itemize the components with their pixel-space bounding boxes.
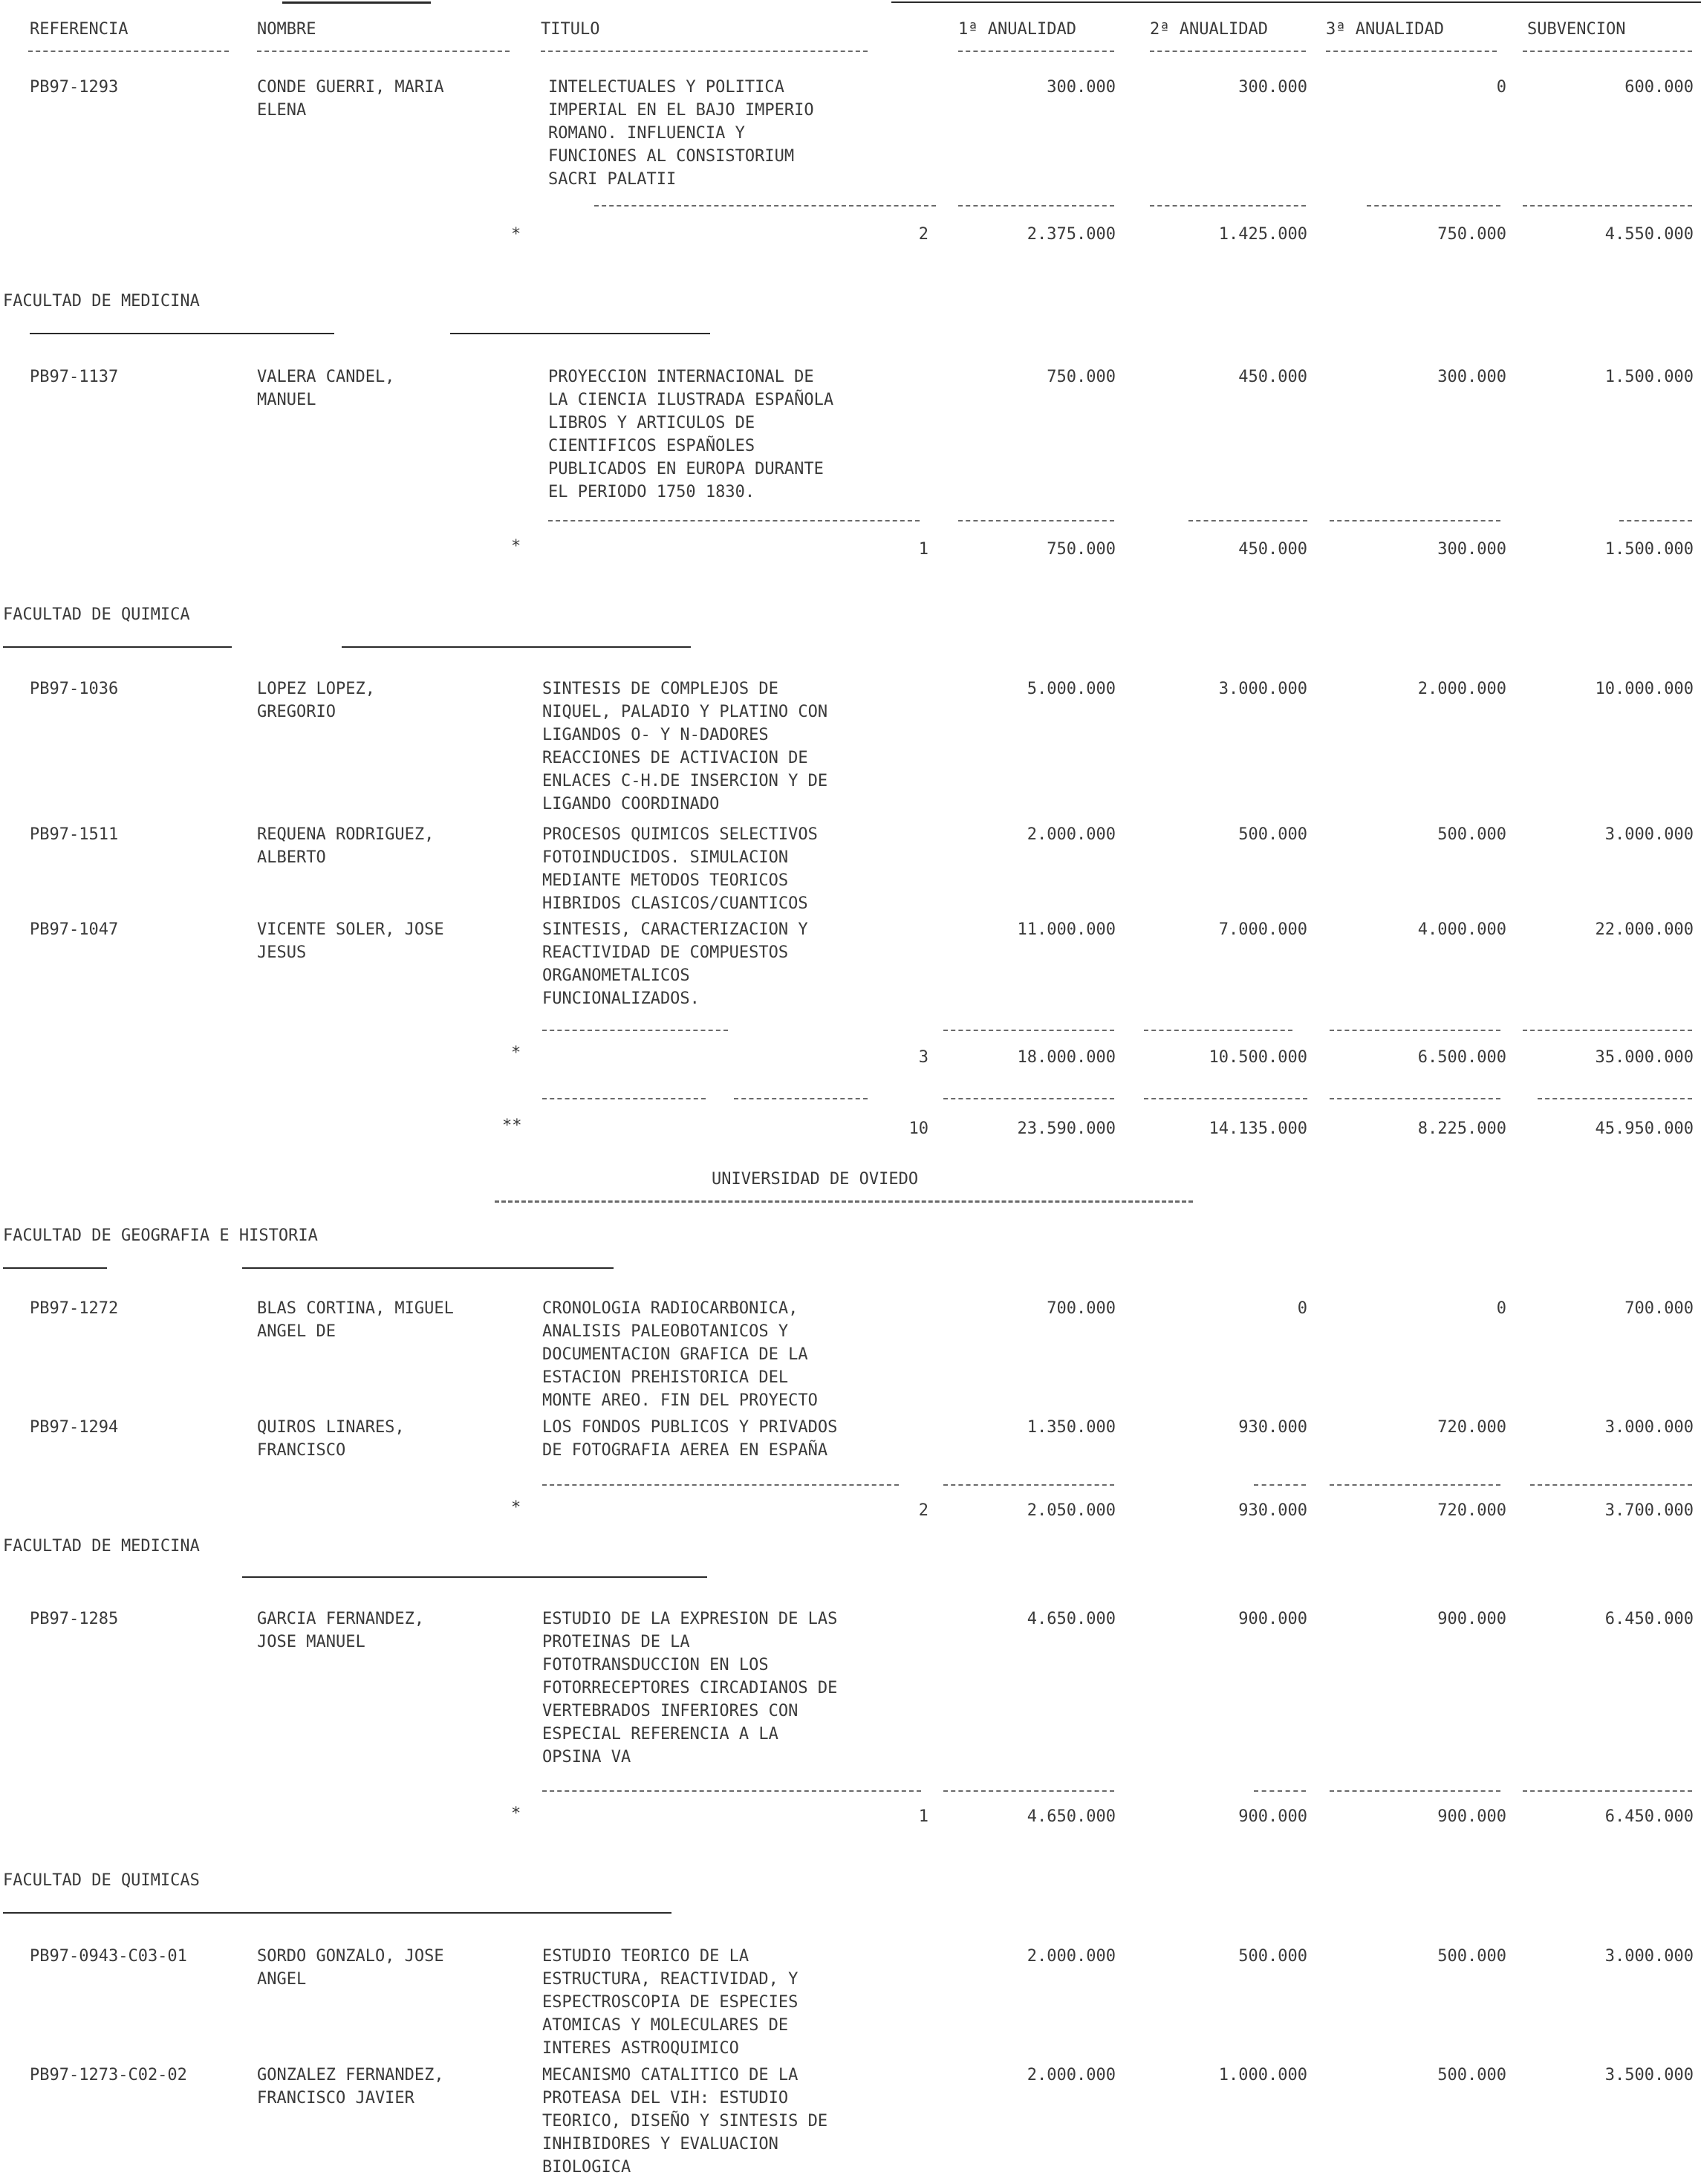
- subtotal-anualidad-1: 750.000: [1047, 540, 1116, 559]
- row-reference: PB97-1285: [30, 1610, 119, 1628]
- subtotal-line: [1367, 205, 1500, 207]
- row-researcher: CONDE GUERRI, MARIA ELENA: [257, 78, 444, 120]
- row-anualidad-2: 900.000: [1238, 1610, 1307, 1628]
- subtotal-line: [1330, 1030, 1500, 1031]
- total-line: [1330, 1098, 1500, 1099]
- row-anualidad-1: 700.000: [1047, 1299, 1116, 1318]
- subtotal-line: [958, 520, 1114, 521]
- header-referencia: REFERENCIA: [30, 20, 129, 39]
- subtotal-line: [1530, 1484, 1692, 1486]
- section-heading: FACULTAD DE QUIMICAS: [3, 1871, 200, 1890]
- subtotal-anualidad-3: 300.000: [1437, 540, 1506, 559]
- row-anualidad-1: 5.000.000: [1027, 680, 1116, 698]
- row-reference: PB97-1047: [30, 920, 119, 939]
- row-anualidad-2: 1.000.000: [1218, 2066, 1307, 2084]
- header-anualidad-3: 3ª ANUALIDAD: [1326, 20, 1444, 39]
- section-underline: [242, 1267, 614, 1269]
- row-title: INTELECTUALES Y POLITICA IMPERIAL EN EL BAJO IMPERIO ROMANO. INFLUENCIA Y FUNCIONES AL CONSISTORIUM SACRI PALATII: [548, 78, 814, 189]
- section-underline: [3, 646, 232, 648]
- subtotal-anualidad-2: 900.000: [1238, 1807, 1307, 1826]
- subtotal-anualidad-2: 1.425.000: [1218, 225, 1307, 244]
- row-subvencion: 3.000.000: [1604, 1947, 1694, 1966]
- header-nombre: NOMBRE: [257, 20, 316, 39]
- row-reference: PB97-1293: [30, 78, 119, 97]
- row-title: SINTESIS, CARACTERIZACION Y REACTIVIDAD DE COMPUESTOS ORGANOMETALICOS FUNCIONALIZADOS.: [542, 920, 808, 1008]
- row-anualidad-2: 0: [1297, 1299, 1307, 1318]
- subtotal-count: 3: [918, 1048, 928, 1067]
- total-anualidad-1: 23.590.000: [1017, 1119, 1116, 1138]
- header-anualidad-1: 1ª ANUALIDAD: [958, 20, 1076, 39]
- row-title: MECANISMO CATALITICO DE LA PROTEASA DEL VIH: ESTUDIO TEORICO, DISEÑO Y SINTESIS DE INHIBIDORES Y EVALUACION BIOLOGICA: [542, 2066, 828, 2177]
- subtotal-line: [1330, 1484, 1500, 1486]
- row-subvencion: 3.000.000: [1604, 825, 1694, 844]
- subtotal-line: [542, 1484, 899, 1486]
- row-anualidad-3: 500.000: [1437, 825, 1506, 844]
- section-heading: FACULTAD DE GEOGRAFIA E HISTORIA: [3, 1226, 318, 1245]
- subtotal-anualidad-3: 720.000: [1437, 1501, 1506, 1520]
- subtotal-line: [1523, 1790, 1692, 1792]
- university-heading: UNIVERSIDAD DE OVIEDO: [712, 1170, 919, 1189]
- total-line: [1144, 1098, 1307, 1099]
- row-researcher: QUIROS LINARES, FRANCISCO: [257, 1418, 405, 1460]
- row-anualidad-3: 0: [1496, 1299, 1506, 1318]
- row-anualidad-2: 930.000: [1238, 1418, 1307, 1437]
- subtotal-anualidad-3: 6.500.000: [1417, 1048, 1506, 1067]
- top-rule: [282, 1, 431, 4]
- row-subvencion: 6.450.000: [1604, 1610, 1694, 1628]
- header-underline: [1326, 51, 1497, 52]
- row-reference: PB97-1273-C02-02: [30, 2066, 187, 2084]
- subtotal-mark: *: [511, 1498, 521, 1517]
- total-mark: **: [502, 1117, 522, 1135]
- section-underline: [342, 646, 691, 648]
- row-anualidad-1: 750.000: [1047, 368, 1116, 386]
- subtotal-anualidad-1: 4.650.000: [1027, 1807, 1116, 1826]
- row-anualidad-3: 500.000: [1437, 1947, 1506, 1966]
- subtotal-count: 2: [918, 225, 928, 244]
- row-researcher: VALERA CANDEL, MANUEL: [257, 368, 395, 409]
- row-reference: PB97-1137: [30, 368, 119, 386]
- row-anualidad-1: 300.000: [1047, 78, 1116, 97]
- subtotal-count: 2: [918, 1501, 928, 1520]
- row-title: SINTESIS DE COMPLEJOS DE NIQUEL, PALADIO Y PLATINO CON LIGANDOS O- Y N-DADORES REACCIONES DE ACTIVACION DE ENLACES C-H.DE INSERCION Y DE LIGANDO COORDINADO: [542, 680, 828, 813]
- row-title: PROCESOS QUIMICOS SELECTIVOS FOTOINDUCIDOS. SIMULACION MEDIANTE METODOS TEORICOS HIBRIDOS CLASICOS/CUANTICOS: [542, 825, 818, 913]
- row-anualidad-3: 720.000: [1437, 1418, 1506, 1437]
- row-anualidad-3: 900.000: [1437, 1610, 1506, 1628]
- subtotal-line: [1188, 520, 1307, 521]
- subtotal-line: [1144, 1030, 1292, 1031]
- row-reference: PB97-1511: [30, 825, 119, 844]
- row-subvencion: 3.000.000: [1604, 1418, 1694, 1437]
- subtotal-line: [1523, 1030, 1692, 1031]
- row-subvencion: 600.000: [1624, 78, 1694, 97]
- row-anualidad-3: 4.000.000: [1417, 920, 1506, 939]
- header-underline: [1150, 51, 1306, 52]
- total-subvencion: 45.950.000: [1595, 1119, 1694, 1138]
- row-title: CRONOLOGIA RADIOCARBONICA, ANALISIS PALEOBOTANICOS Y DOCUMENTACION GRAFICA DE LA ESTACION PREHISTORICA DEL MONTE AREO. FIN DEL PROYECTO: [542, 1299, 818, 1410]
- row-reference: PB97-0943-C03-01: [30, 1947, 187, 1966]
- row-anualidad-3: 300.000: [1437, 368, 1506, 386]
- subtotal-line: [1330, 520, 1500, 521]
- row-title: ESTUDIO TEORICO DE LA ESTRUCTURA, REACTIVIDAD, Y ESPECTROSCOPIA DE ESPECIES ATOMICAS Y MOLECULARES DE INTERES ASTROQUIMICO: [542, 1947, 799, 2058]
- subtotal-count: 1: [918, 1807, 928, 1826]
- row-researcher: SORDO GONZALO, JOSE ANGEL: [257, 1947, 444, 1989]
- section-heading: FACULTAD DE QUIMICA: [3, 605, 190, 624]
- header-underline: [257, 51, 510, 52]
- row-anualidad-3: 2.000.000: [1417, 680, 1506, 698]
- subtotal-line: [1523, 205, 1692, 207]
- row-anualidad-2: 450.000: [1238, 368, 1307, 386]
- row-subvencion: 700.000: [1624, 1299, 1694, 1318]
- row-anualidad-1: 4.650.000: [1027, 1610, 1116, 1628]
- header-underline: [1523, 51, 1692, 52]
- row-anualidad-1: 1.350.000: [1027, 1418, 1116, 1437]
- university-underline: [495, 1200, 1193, 1203]
- row-anualidad-2: 300.000: [1238, 78, 1307, 97]
- subtotal-anualidad-1: 2.375.000: [1027, 225, 1116, 244]
- section-underline: [3, 1912, 671, 1914]
- row-anualidad-3: 0: [1496, 78, 1506, 97]
- subtotal-anualidad-3: 900.000: [1437, 1807, 1506, 1826]
- row-anualidad-1: 11.000.000: [1017, 920, 1116, 939]
- subtotal-line: [943, 1484, 1114, 1486]
- row-reference: PB97-1272: [30, 1299, 119, 1318]
- row-anualidad-3: 500.000: [1437, 2066, 1506, 2084]
- subtotal-mark: *: [511, 1044, 521, 1062]
- subtotal-line: [1150, 205, 1306, 207]
- row-researcher: VICENTE SOLER, JOSE JESUS: [257, 920, 444, 962]
- subtotal-mark: *: [511, 1804, 521, 1823]
- row-anualidad-2: 500.000: [1238, 825, 1307, 844]
- header-titulo: TITULO: [541, 20, 600, 39]
- subtotal-count: 1: [918, 540, 928, 559]
- subtotal-mark: *: [511, 537, 521, 556]
- row-title: PROYECCION INTERNACIONAL DE LA CIENCIA ILUSTRADA ESPAÑOLA LIBROS Y ARTICULOS DE CIENTIFICOS ESPAÑOLES PUBLICADOS EN EUROPA DURANTE EL PERIODO 1750 1830.: [548, 368, 834, 501]
- row-subvencion: 3.500.000: [1604, 2066, 1694, 2084]
- row-subvencion: 10.000.000: [1595, 680, 1694, 698]
- subtotal-subvencion: 4.550.000: [1604, 225, 1694, 244]
- subtotal-line: [594, 205, 936, 207]
- row-researcher: GONZALEZ FERNANDEZ, FRANCISCO JAVIER: [257, 2066, 444, 2107]
- row-anualidad-1: 2.000.000: [1027, 2066, 1116, 2084]
- header-underline: [958, 51, 1114, 52]
- row-reference: PB97-1036: [30, 680, 119, 698]
- subtotal-line: [943, 1030, 1114, 1031]
- section-underline: [242, 1576, 707, 1578]
- row-researcher: GARCIA FERNANDEZ, JOSE MANUEL: [257, 1610, 425, 1651]
- total-anualidad-3: 8.225.000: [1417, 1119, 1506, 1138]
- subtotal-anualidad-2: 450.000: [1238, 540, 1307, 559]
- total-line: [1538, 1098, 1692, 1099]
- subtotal-anualidad-2: 930.000: [1238, 1501, 1307, 1520]
- row-anualidad-1: 2.000.000: [1027, 825, 1116, 844]
- section-heading: FACULTAD DE MEDICINA: [3, 292, 200, 311]
- row-researcher: REQUENA RODRIGUEZ, ALBERTO: [257, 825, 435, 867]
- header-anualidad-2: 2ª ANUALIDAD: [1150, 20, 1268, 39]
- subtotal-line: [943, 1790, 1114, 1792]
- subtotal-anualidad-2: 10.500.000: [1209, 1048, 1307, 1067]
- subtotal-line: [1254, 1484, 1306, 1486]
- row-reference: PB97-1294: [30, 1418, 119, 1437]
- subtotal-subvencion: 1.500.000: [1604, 540, 1694, 559]
- subtotal-anualidad-1: 18.000.000: [1017, 1048, 1116, 1067]
- row-subvencion: 1.500.000: [1604, 368, 1694, 386]
- subtotal-line: [958, 205, 1114, 207]
- row-anualidad-2: 3.000.000: [1218, 680, 1307, 698]
- row-title: LOS FONDOS PUBLICOS Y PRIVADOS DE FOTOGRAFIA AEREA EN ESPAÑA: [542, 1418, 838, 1460]
- subtotal-subvencion: 3.700.000: [1604, 1501, 1694, 1520]
- total-line: [943, 1098, 1114, 1099]
- subtotal-mark: *: [511, 225, 521, 244]
- total-anualidad-2: 14.135.000: [1209, 1119, 1307, 1138]
- subtotal-subvencion: 35.000.000: [1595, 1048, 1694, 1067]
- row-anualidad-1: 2.000.000: [1027, 1947, 1116, 1966]
- subtotal-line: [542, 1790, 921, 1792]
- section-heading: FACULTAD DE MEDICINA: [3, 1537, 200, 1556]
- section-underline: [3, 1267, 107, 1269]
- subtotal-line: [1619, 520, 1692, 521]
- row-researcher: LOPEZ LOPEZ, GREGORIO: [257, 680, 375, 721]
- row-anualidad-2: 7.000.000: [1218, 920, 1307, 939]
- subtotal-subvencion: 6.450.000: [1604, 1807, 1694, 1826]
- header-underline: [541, 51, 868, 52]
- total-count: 10: [908, 1119, 928, 1138]
- row-researcher: BLAS CORTINA, MIGUEL ANGEL DE: [257, 1299, 454, 1341]
- subtotal-line: [542, 1030, 728, 1031]
- row-title: ESTUDIO DE LA EXPRESION DE LAS PROTEINAS DE LA FOTOTRANSDUCCION EN LOS FOTORRECEPTORES CIRCADIANOS DE VERTEBRADOS INFERIORES CON ESPECIAL REFERENCIA A LA OPSINA VA: [542, 1610, 838, 1767]
- row-anualidad-2: 500.000: [1238, 1947, 1307, 1966]
- subtotal-line: [1330, 1790, 1500, 1792]
- total-line: [542, 1098, 706, 1099]
- subtotal-line: [1254, 1790, 1306, 1792]
- subtotal-anualidad-3: 750.000: [1437, 225, 1506, 244]
- subtotal-line: [548, 520, 920, 521]
- section-underline: [450, 333, 710, 334]
- subtotal-anualidad-1: 2.050.000: [1027, 1501, 1116, 1520]
- total-line: [734, 1098, 868, 1099]
- row-subvencion: 22.000.000: [1595, 920, 1694, 939]
- top-rule: [891, 1, 1701, 3]
- section-underline: [30, 333, 334, 334]
- header-subvencion: SUBVENCION: [1527, 20, 1626, 39]
- header-underline: [28, 51, 229, 52]
